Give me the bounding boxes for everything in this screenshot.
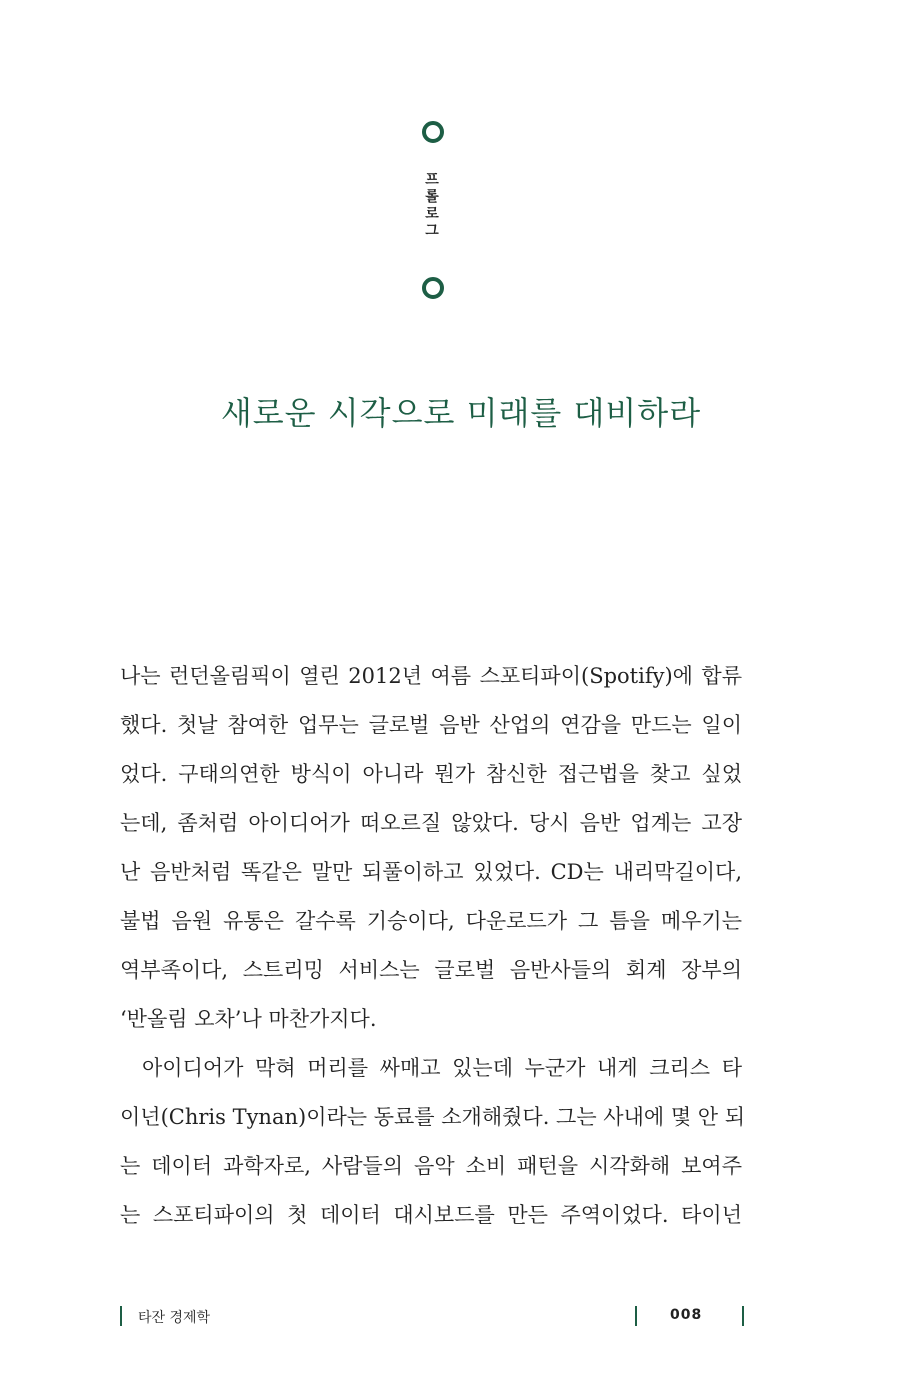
body-line: 는데, 좀처럼 아이디어가 떠오르질 않았다. 당시 음반 업계는 고장: [120, 811, 742, 835]
body-text: [120, 656, 746, 1244]
body-line: ‘반올림 오차’나 마찬가지다.: [120, 1007, 377, 1031]
ring-ornament-bottom: [422, 277, 444, 299]
body-line: 역부족이다, 스트리밍 서비스는 글로벌 음반사들의 회계 장부의: [120, 958, 742, 982]
page-number: 008: [670, 1307, 703, 1323]
body-line: 이넌(Chris Tynan)이라는 동료를 소개해줬다. 그는 사내에 몇 안 되: [120, 1105, 746, 1129]
section-label-char: 로: [425, 206, 439, 222]
ring-ornament-top: [422, 121, 444, 143]
body-line: 불법 음원 유통은 갈수록 기승이다, 다운로드가 그 틈을 메우기는: [120, 909, 742, 933]
body-line: 했다. 첫날 참여한 업무는 글로벌 음반 산업의 연감을 만드는 일이: [120, 713, 742, 737]
book-title: 타잔 경제학: [138, 1310, 211, 1326]
body-line: 아이디어가 막혀 머리를 싸매고 있는데 누군가 내게 크리스 타: [142, 1056, 742, 1080]
section-label-char: 그: [425, 223, 439, 239]
chapter-title: 새로운 시각으로 미래를 대비하라: [220, 394, 702, 432]
body-line: 나는 런던올림픽이 열린 2012년 여름 스포티파이(Spotify)에 합류: [120, 664, 742, 688]
footer-divider: [635, 1306, 637, 1326]
body-line: 난 음반처럼 똑같은 말만 되풀이하고 있었다. CD는 내리막길이다,: [120, 860, 742, 884]
footer-divider: [120, 1306, 122, 1326]
section-label: [420, 172, 444, 240]
body-line: 는 스포티파이의 첫 데이터 대시보드를 만든 주역이었다. 타이넌: [120, 1203, 742, 1227]
body-line: 는 데이터 과학자로, 사람들의 음악 소비 패턴을 시각화해 보여주: [120, 1154, 742, 1178]
body-line: 었다. 구태의연한 방식이 아니라 뭔가 참신한 접근법을 찾고 싶었: [120, 762, 742, 786]
section-label-char: 프: [425, 172, 439, 188]
page-footer: [0, 1304, 922, 1328]
section-label-char: 롤: [425, 189, 439, 205]
footer-divider: [742, 1306, 744, 1326]
